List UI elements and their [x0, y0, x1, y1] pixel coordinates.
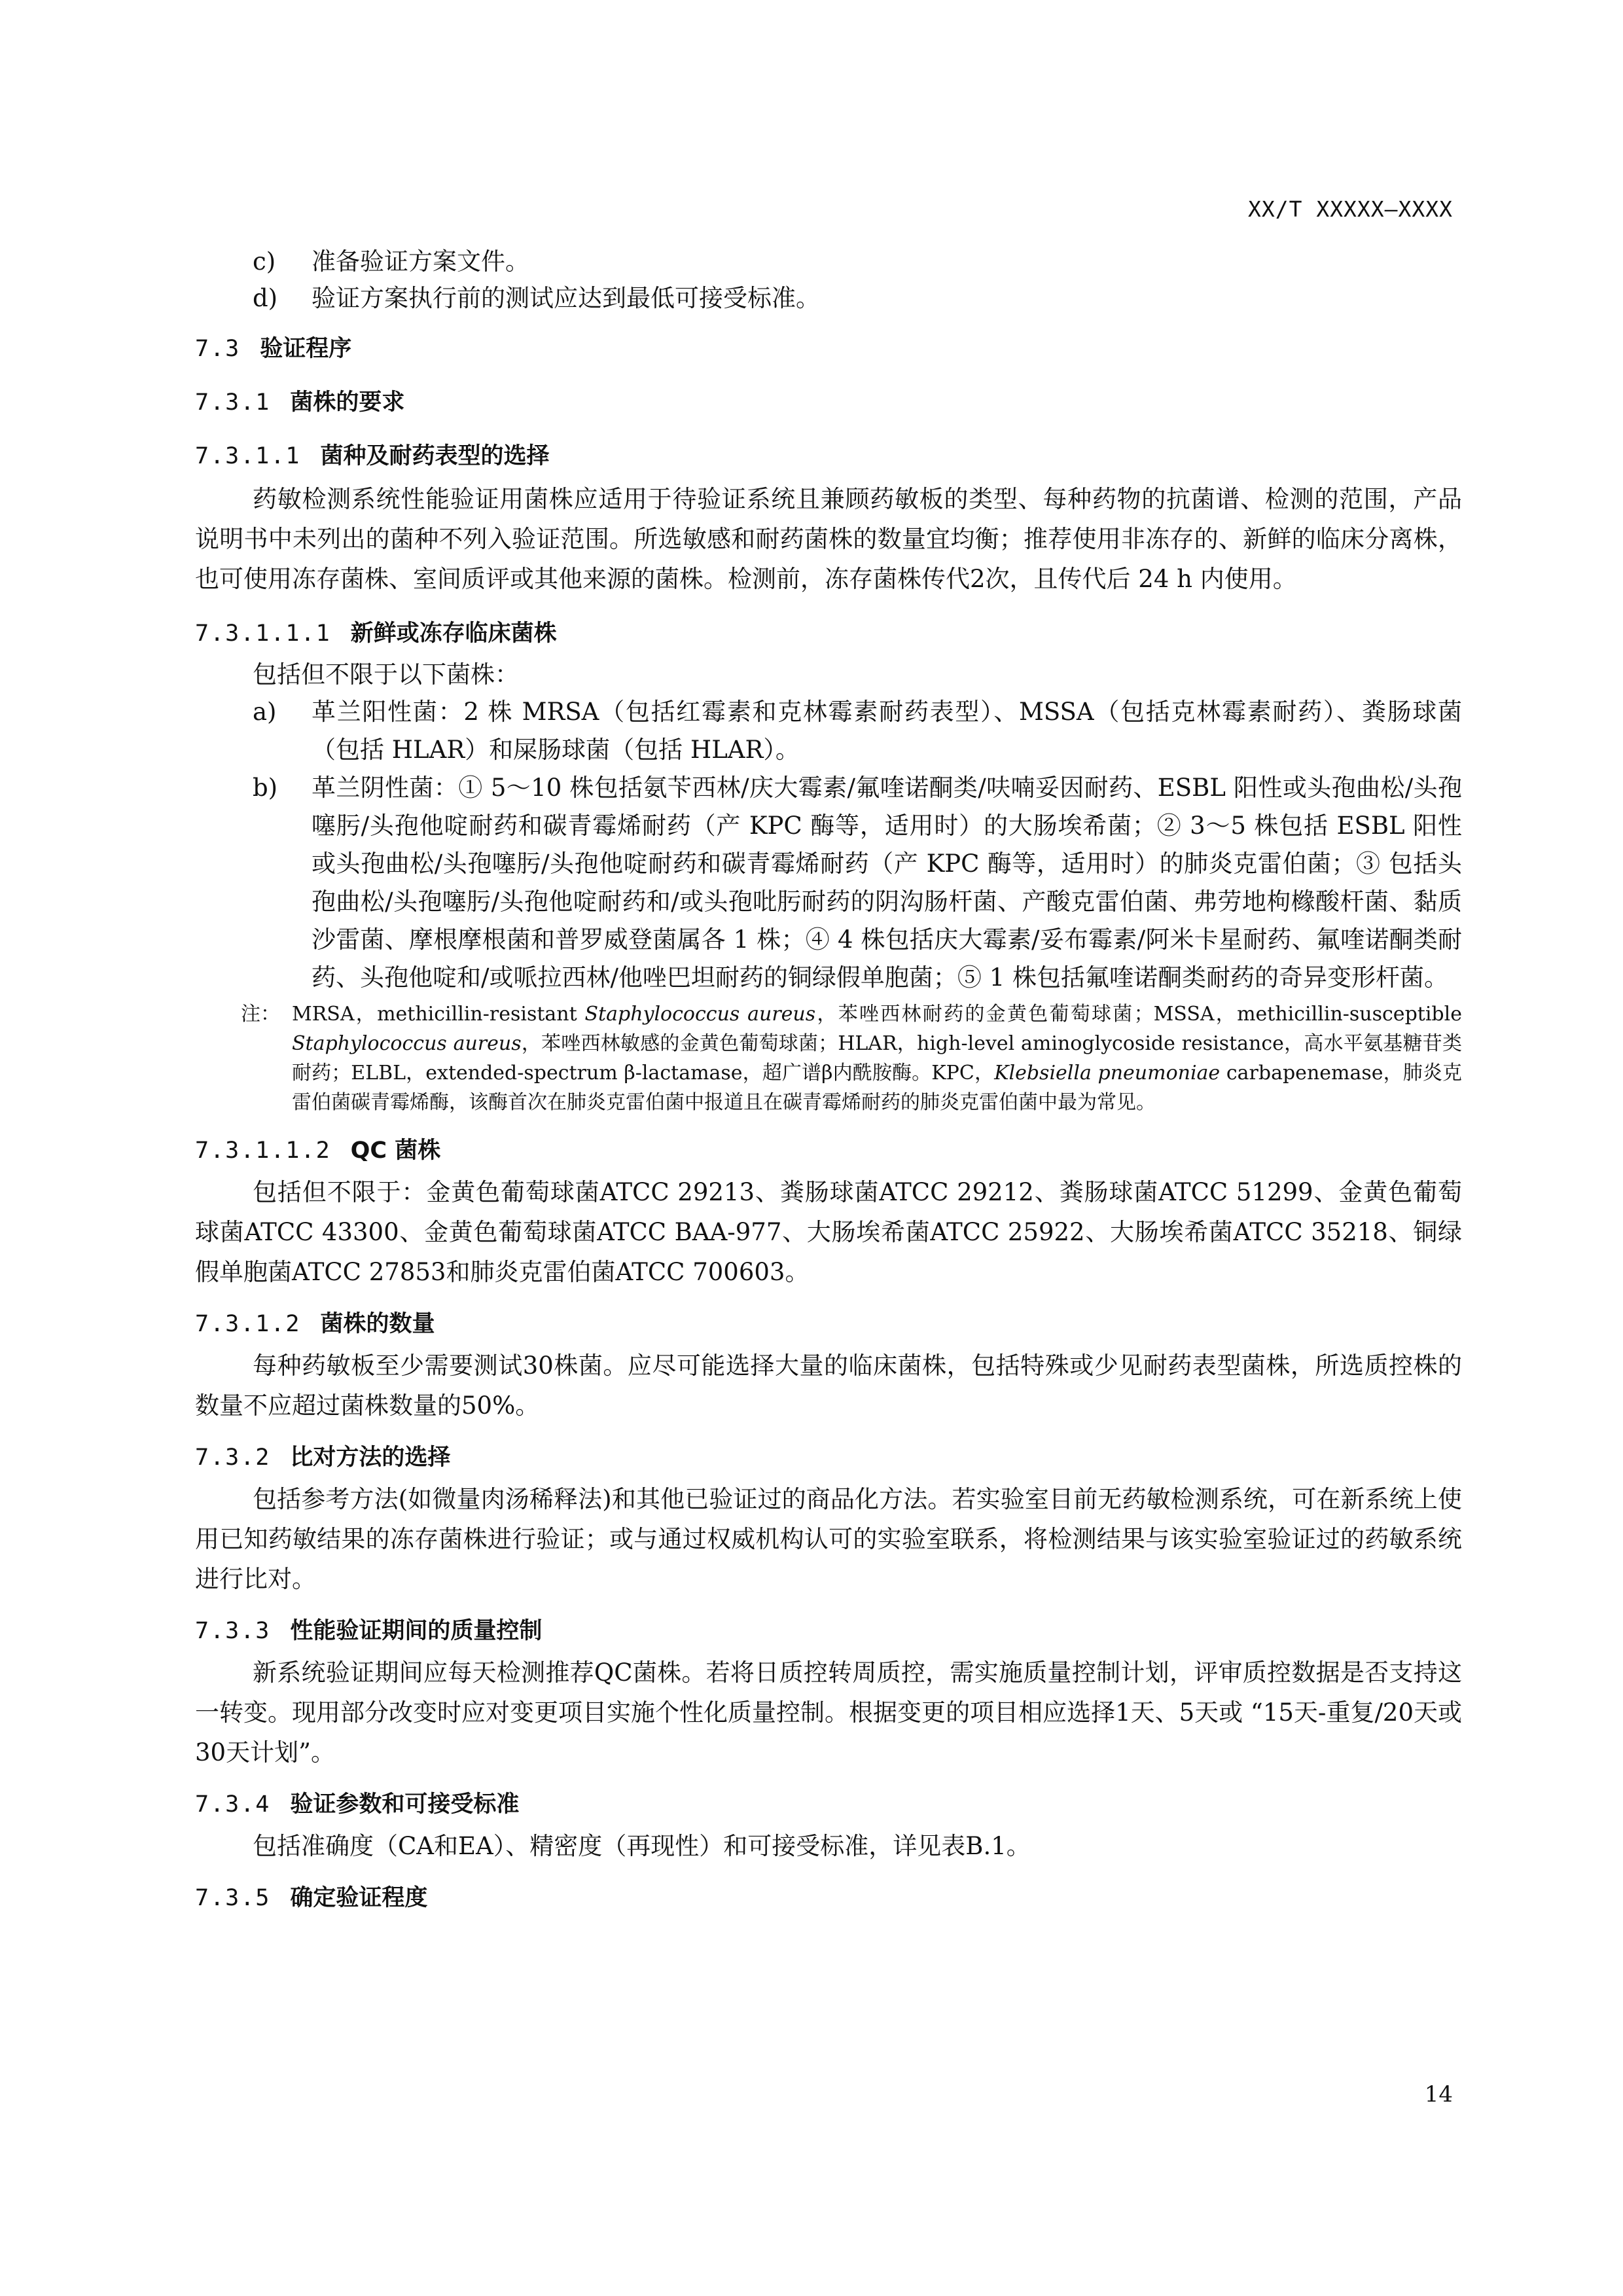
note-marker: 注： [241, 1003, 280, 1026]
paragraph-7-3-2: 包括参考方法(如微量肉汤稀释法)和其他已验证过的商品化方法。若实验室目前无药敏检测系统，可在新系统上使用已知药敏结果的冻存菌株进行验证；或与通过权威机构认可的实验室联系，将检测结果与该实验室验证过的药敏系统进行比对。 [195, 1485, 1462, 1593]
page-content [195, 243, 1462, 1914]
heading-number: 7.3.1.1 [195, 443, 301, 469]
heading-number: 7.3.4 [195, 1791, 271, 1818]
heading-number: 7.3.1.2 [195, 1311, 301, 1337]
note-text: MRSA，methicillin-resistant [292, 1003, 585, 1026]
heading-7-3-2 [195, 1441, 1462, 1474]
standard-code-header: XX/T XXXXX—XXXX [1247, 196, 1453, 222]
heading-title: 新鲜或冻存临床菌株 [350, 620, 557, 647]
paragraph-7-3-3: 新系统验证期间应每天检测推荐QC菌株。若将日质控转周质控，需实施质量控制计划，评审质控数据是否支持这一转变。现用部分改变时应对变更项目实施个性化质量控制。根据变更的项目相应选择1天、5天或 “15天-重复/20天或30天计划”。 [195, 1659, 1462, 1767]
heading-title: QC 菌株 [350, 1138, 441, 1164]
heading-number: 7.3 [195, 336, 241, 362]
heading-7-3-3 [195, 1615, 1462, 1647]
note-text: carbapenemase，肺炎克雷伯菌碳青霉烯酶，该酶首次在肺炎克雷伯菌中报道且在碳青霉烯耐药的肺炎克雷伯菌中最为常见。 [292, 1062, 1462, 1114]
paragraph-7-3-1-1-2: 包括但不限于：金黄色葡萄球菌ATCC 29213、粪肠球菌ATCC 29212、粪肠球菌ATCC 51299、金黄色葡萄球菌ATCC 43300、金黄色葡萄球菌ATCC BAA-977、大肠埃希菌ATCC 25922、大肠埃希菌ATCC 35218、铜绿假单胞菌ATCC 27853和肺炎克雷伯菌ATCC 700603。 [195, 1178, 1462, 1286]
heading-number: 7.3.1.1.1 [195, 620, 331, 647]
species-name: Staphylococcus aureus [584, 1003, 816, 1026]
list-item-d [195, 280, 1462, 317]
heading-number: 7.3.1 [195, 389, 271, 416]
heading-7-3-4 [195, 1788, 1462, 1821]
heading-number: 7.3.2 [195, 1444, 271, 1471]
heading-7-3-1-1 [195, 440, 1462, 473]
species-name: Staphylococcus aureus [292, 1032, 522, 1055]
heading-7-3-1 [195, 386, 1462, 419]
heading-title: 验证参数和可接受标准 [290, 1791, 520, 1818]
list-item-c [195, 243, 1462, 280]
heading-title: 菌株的要求 [290, 389, 405, 416]
list-item-text: 革兰阴性菌：① 5～10 株包括氨苄西林/庆大霉素/氟喹诺酮类/呋喃妥因耐药、ESBL 阳性或头孢曲松/头孢噻肟/头孢他啶耐药和碳青霉烯耐药（产 KPC 酶等，适用时）的大肠埃希菌；② 3～5 株包括 ESBL 阳性或头孢曲松/头孢噻肟/头孢他啶耐药和碳青霉烯耐药（产 KPC 酶等，适用时）的肺炎克雷伯菌；③ 包括头孢曲松/头孢噻肟/头孢他啶耐药和/或头孢吡肟耐药的阴沟肠杆菌、产酸克雷伯菌、弗劳地枸橼酸杆菌、黏质沙雷菌、摩根摩根菌和普罗威登菌属各 1 株；④ 4 株包括庆大霉素/妥布霉素/阿米卡星耐药、氟喹诺酮类耐药、头孢他啶和/或哌拉西林/他唑巴坦耐药的铜绿假单胞菌；⑤ 1 株包括氟喹诺酮类耐药的奇异变形杆菌。 [312, 774, 1462, 992]
list-marker: b) [253, 774, 278, 802]
list-marker: c) [253, 247, 276, 276]
paragraph-7-3-1-2: 每种药敏板至少需要测试30株菌。应尽可能选择大量的临床菌株，包括特殊或少见耐药表型菌株，所选质控株的数量不应超过菌株数量的50%。 [195, 1352, 1462, 1420]
list-item-text: 验证方案执行前的测试应达到最低可接受标准。 [312, 284, 820, 312]
heading-title: 确定验证程度 [290, 1885, 428, 1911]
heading-title: 性能验证期间的质量控制 [290, 1618, 543, 1644]
heading-title: 菌株的数量 [320, 1311, 435, 1337]
list-marker: a) [253, 698, 277, 726]
list-item-text: 革兰阳性菌：2 株 MRSA（包括红霉素和克林霉素耐药表型）、MSSA（包括克林霉素耐药）、粪肠球菌（包括 HLAR）和屎肠球菌（包括 HLAR）。 [312, 698, 1462, 764]
list-marker: d) [253, 284, 278, 312]
heading-title: 菌种及耐药表型的选择 [320, 443, 550, 469]
heading-number: 7.3.5 [195, 1885, 271, 1911]
heading-title: 验证程序 [260, 336, 352, 362]
list-item-a [195, 693, 1462, 769]
heading-number: 7.3.1.1.2 [195, 1138, 331, 1164]
list-item-b [195, 769, 1462, 997]
note-text: ，苯唑西林敏感的金黄色葡萄球菌；HLAR，high-level aminoglycoside resistance，高水平氨基糖苷类耐药；ELBL，extended-spectrum β-lactamase，超广谱β内酰胺酶。KPC， [292, 1032, 1462, 1085]
paragraph-7-3-4: 包括准确度（CA和EA）、精密度（再现性）和可接受标准，详见表B.1。 [253, 1832, 1031, 1860]
heading-7-3-1-1-1 [195, 617, 1462, 650]
heading-number: 7.3.3 [195, 1618, 271, 1644]
note-text: ，苯唑西林耐药的金黄色葡萄球菌；MSSA，methicillin-susceptible [815, 1003, 1462, 1026]
list-item-text: 准备验证方案文件。 [312, 247, 529, 276]
page-number: 14 [1424, 2081, 1453, 2108]
species-name: Klebsiella pneumoniae [994, 1062, 1221, 1085]
paragraph-intro: 包括但不限于以下菌株： [253, 660, 519, 689]
paragraph-7-3-1-1: 药敏检测系统性能验证用菌株应适用于待验证系统且兼顾药敏板的类型、每种药物的抗菌谱、检测的范围，产品说明书中未列出的菌种不列入验证范围。所选敏感和耐药菌株的数量宜均衡；推荐使用非冻存的、新鲜的临床分离株，也可使用冻存菌株、室间质评或其他来源的菌株。检测前，冻存菌株传代2次，且传代后 24 h 内使用。 [195, 485, 1462, 593]
heading-7-3-1-2 [195, 1308, 1462, 1340]
heading-title: 比对方法的选择 [290, 1444, 451, 1471]
heading-7-3-1-1-2 [195, 1134, 1462, 1167]
heading-7-3-5 [195, 1882, 1462, 1914]
note-abbreviations [195, 999, 1462, 1117]
heading-7-3 [195, 332, 1462, 365]
